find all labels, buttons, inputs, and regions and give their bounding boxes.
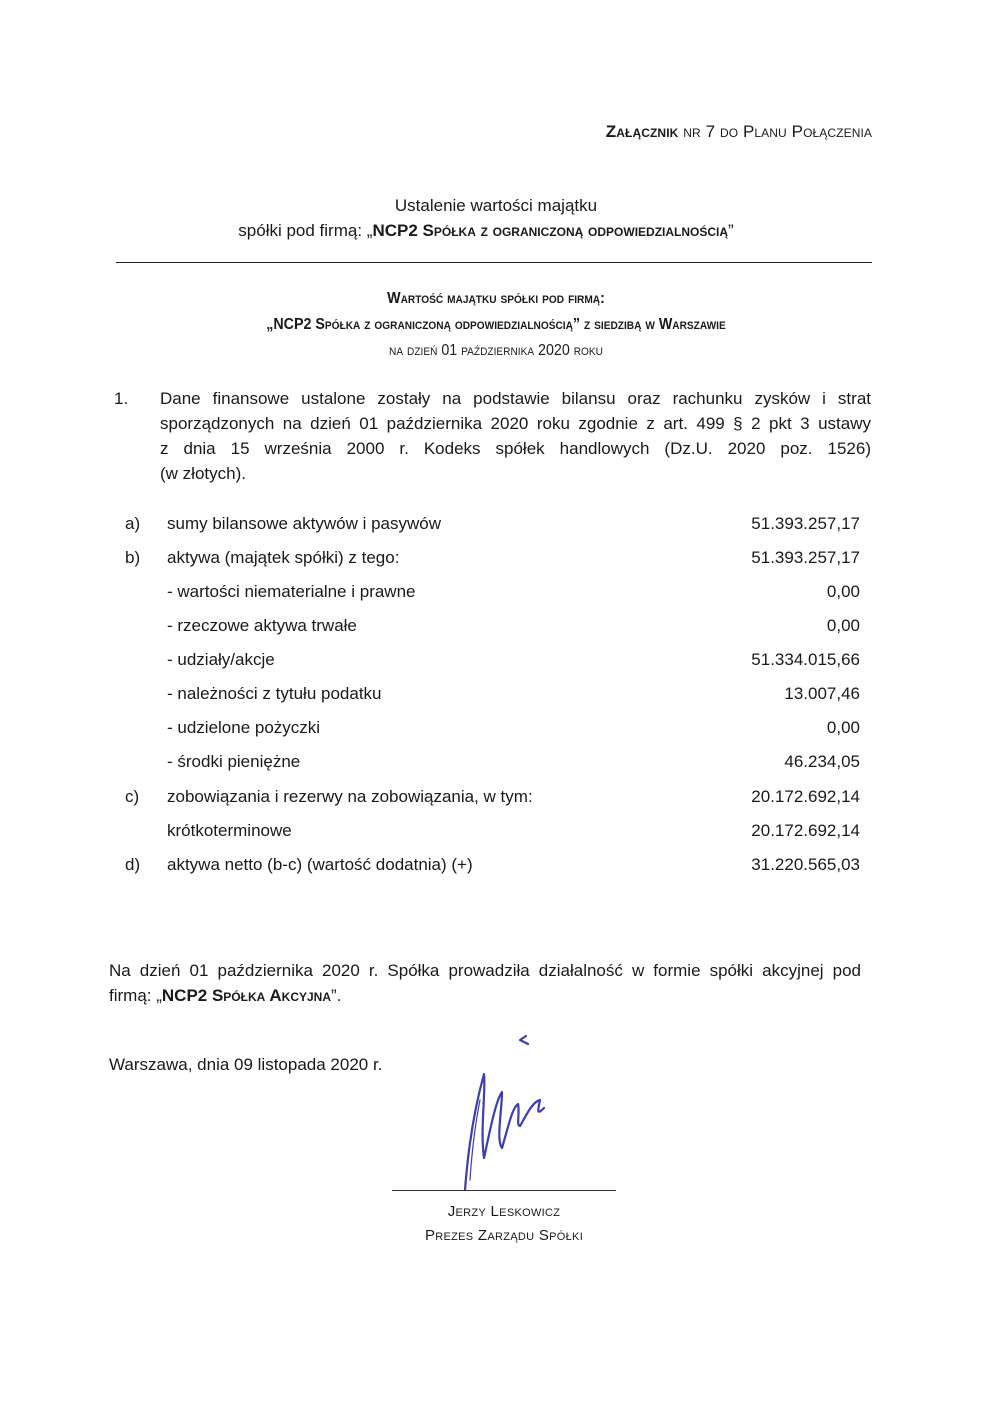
company-name: NCP2 Spółka z ograniczoną odpowiedzialnością [372, 221, 729, 240]
section-date-line: na dzień 01 października 2020 roku [389, 342, 603, 359]
row-value: 20.172.692,14 [751, 787, 860, 806]
row-label: - udziały/akcje [167, 650, 275, 669]
row-value: 0,00 [826, 718, 860, 737]
row-value: 51.334.015,66 [751, 650, 860, 669]
table-row [100, 787, 860, 821]
table-row [100, 616, 860, 650]
row-label: aktywa netto (b-c) (wartość dodatnia) (+) [167, 855, 473, 874]
row-value: 20.172.692,14 [751, 821, 860, 840]
row-label: - należności z tytułu podatku [167, 684, 382, 703]
table-row [100, 821, 860, 855]
company-name: NCP2 Spółka Akcyjna [161, 986, 332, 1005]
row-value: 51.393.257,17 [751, 514, 860, 533]
paragraph-line: (w złotych). [160, 464, 246, 483]
document-subtitle: spółki pod firmą: „NCP2 Spółka z ograniczoną odpowiedzialnością” [238, 221, 734, 240]
paragraph-line: firmą: „NCP2 Spółka Akcyjna”. [109, 986, 342, 1005]
signature-line [392, 1190, 616, 1191]
row-letter: c) [125, 787, 140, 806]
signer-role: Prezes Zarządu Spółki [424, 1227, 584, 1244]
table-row [100, 684, 860, 718]
table-row [100, 855, 860, 889]
row-value: 31.220.565,03 [751, 855, 860, 874]
table-row [100, 650, 860, 684]
row-label: krótkoterminowe [167, 821, 292, 840]
section-company-line: „NCP2 Spółka z ograniczoną odpowiedzialnością” z siedzibą w Warszawie [266, 316, 726, 333]
row-label: - rzeczowe aktywa trwałe [167, 616, 357, 635]
header-divider [116, 262, 872, 263]
row-label: zobowiązania i rezerwy na zobowiązania, w tym: [167, 787, 533, 806]
document-title: Ustalenie wartości majątku [394, 196, 598, 215]
row-value: 46.234,05 [784, 752, 860, 771]
row-value: 13.007,46 [784, 684, 860, 703]
annex-plan-reference: nr 7 do Planu Połączenia [678, 122, 872, 141]
handwritten-signature-icon [440, 1030, 580, 1200]
row-label: - wartości niematerialne i prawne [167, 582, 416, 601]
paragraph-line: sporządzonych na dzień 01 października 2020 roku zgodnie z art. 499 § 2 pkt 3 ustawy [160, 414, 871, 433]
row-label: aktywa (majątek spółki) z tego: [167, 548, 400, 567]
annex-label: Załącznik [605, 122, 679, 141]
paragraph-line: Dane finansowe ustalone zostały na podstawie bilansu oraz rachunku zysków i strat [160, 389, 871, 408]
annex-header [606, 122, 872, 142]
row-label: - udzielone pożyczki [167, 718, 321, 737]
row-value: 0,00 [826, 616, 860, 635]
row-label: - środki pieniężne [167, 752, 301, 771]
table-row [100, 582, 860, 616]
paragraph-line: Na dzień 01 października 2020 r. Spółka prowadziła działalność w formie spółki akcyjnej pod [109, 961, 861, 980]
row-letter: d) [125, 855, 141, 874]
table-row [100, 514, 860, 548]
table-row [100, 718, 860, 752]
table-row [100, 752, 860, 786]
row-letter: b) [125, 548, 141, 567]
signer-name: Jerzy Leskowicz [447, 1203, 561, 1220]
section-title: Wartość majątku spółki pod firmą: [387, 290, 605, 307]
row-value: 51.393.257,17 [751, 548, 860, 567]
place-and-date: Warszawa, dnia 09 listopada 2020 r. [109, 1055, 383, 1074]
item-paragraph [160, 386, 871, 486]
row-letter: a) [125, 514, 141, 533]
closing-paragraph [109, 958, 861, 1008]
row-value: 0,00 [826, 582, 860, 601]
row-label: sumy bilansowe aktywów i pasywów [167, 514, 441, 533]
table-row [100, 548, 860, 582]
item-number: 1. [114, 389, 129, 408]
paragraph-line: z dnia 15 września 2000 r. Kodeks spółek handlowych (Dz.U. 2020 poz. 1526) [160, 439, 871, 458]
